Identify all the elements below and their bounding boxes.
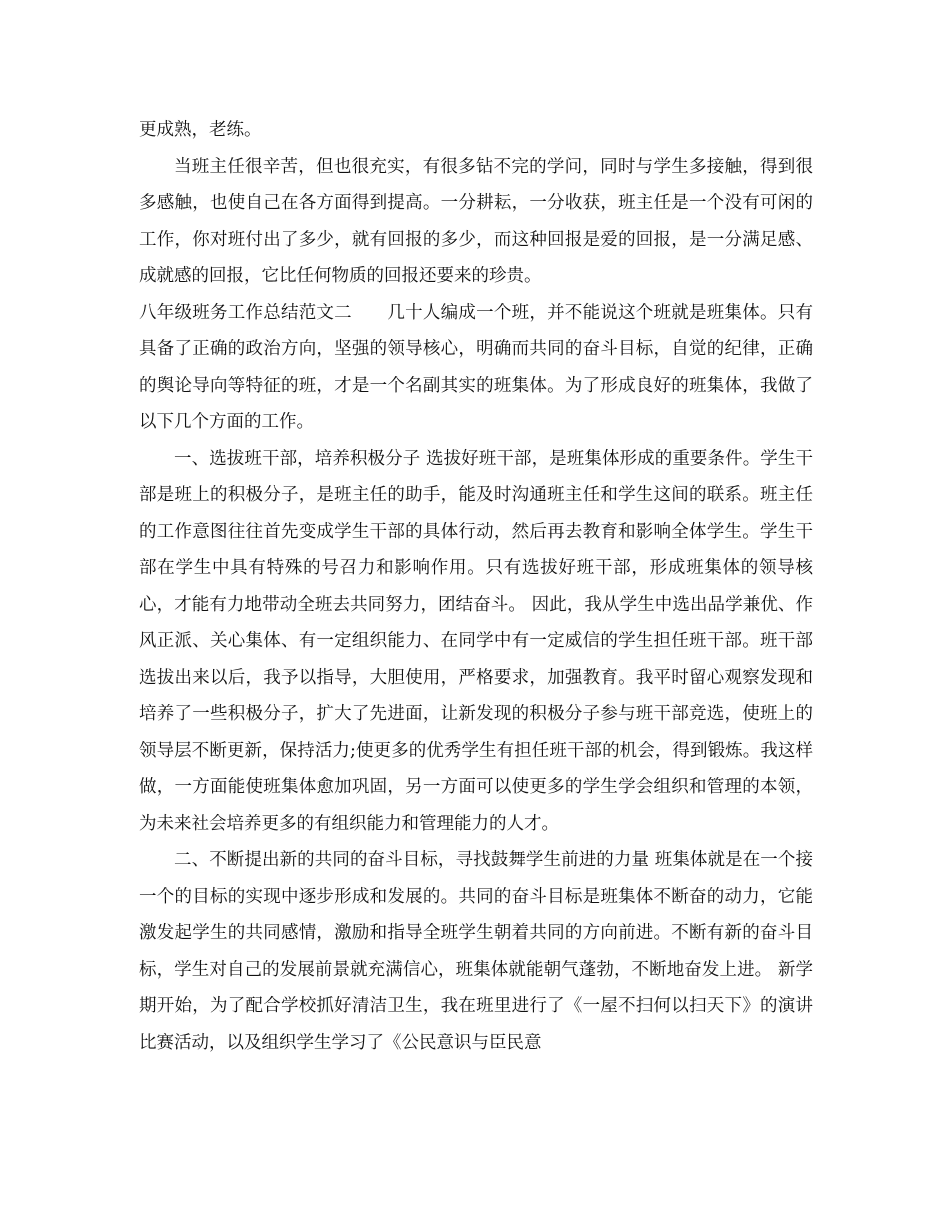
paragraph-reflection: 当班主任很辛苦，但也很充实，有很多钻不完的学问，同时与学生多接触，得到很多感触，也使自己在各方面得到提高。一分耕耘，一分收获，班主任是一个没有可闲的工作，你对班付出了多少，就有回报的多少，而这种回报是爱的回报，是一分满足感、成就感的回报，它比任何物质的回报还要来的珍贵。 [139, 156, 813, 286]
paragraph-common-goals: 二、不断提出新的共同的奋斗目标，寻找鼓舞学生前进的力量 班集体就是在一个接一个的目标的实现中逐步形成和发展的。共同的奋斗目标是班集体不断奋的动力，它能激发起学生的共同感情，激励和指导全班学生朝着共同的方向前进。不断有新的奋斗目标，学生对自己的发展前景就充满信心，班集体就能朝气蓬勃，不断地奋发上进。 新学期开始，为了配合学校抓好清洁卫生，我在班里进行了《一屋不扫何以扫天下》的演讲比赛活动，以及组织学生学习了《公民意识与臣民意 [139, 850, 813, 1053]
paragraph-section-title: 八年级班务工作总结范文二 几十人编成一个班，并不能说这个班就是班集体。只有具备了正确的政治方向，坚强的领导核心，明确而共同的奋斗目标，自觉的纪律，正确的舆论导向等特征的班，才是一个名副其实的班集体。为了形成良好的班集体，我做了以下几个方面的工作。 [139, 302, 813, 432]
document-page [139, 112, 813, 1061]
paragraph-class-cadres: 一、选拔班干部，培养积极分子 选拔好班干部，是班集体形成的重要条件。学生干部是班上的积极分子，是班主任的助手，能及时沟通班主任和学生这间的联系。班主任的工作意图往往首先变成学生干部的具体行动，然后再去教育和影响全体学生。学生干部在学生中具有特殊的号召力和影响作用。只有选拔好班干部，形成班集体的领导核心，才能有力地带动全班去共同努力，团结奋斗。 因此，我从学生中选出品学兼优、作风正派、关心集体、有一定组织能力、在同学中有一定威信的学生担任班干部。班干部选拔出来以后，我予以指导，大胆使用，严格要求，加强教育。我平时留心观察发现和培养了一些积极分子，扩大了先进面，让新发现的积极分子参与班干部竞选，使班上的领导层不断更新，保持活力;使更多的优秀学生有担任班干部的机会，得到锻炼。我这样做，一方面能使班集体愈加巩固，另一方面可以使更多的学生学会组织和管理的本领，为未来社会培养更多的有组织能力和管理能力的人才。 [139, 448, 813, 834]
paragraph-continuation: 更成熟，老练。 [139, 120, 262, 140]
